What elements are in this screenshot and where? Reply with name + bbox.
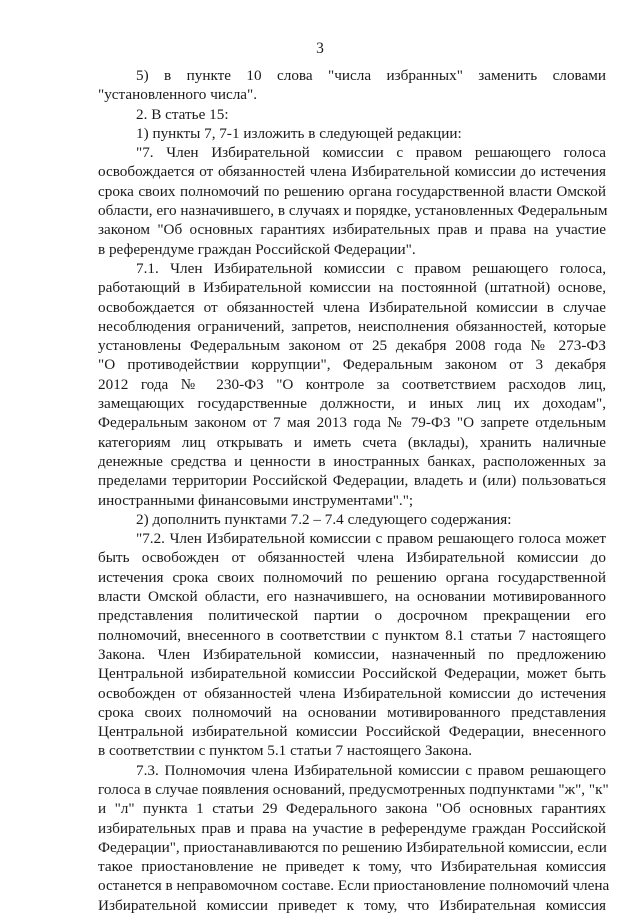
text-line: такое приостановление не приведет к тому, что Избирательная комиссия — [98, 858, 606, 876]
paragraph — [98, 529, 606, 761]
text-line: представления политической партии о досрочном прекращении его — [98, 607, 606, 625]
page-number: 3 — [316, 40, 324, 57]
text-line: категориям лиц открывать и иметь счета (вклады), хранить наличные — [98, 433, 606, 451]
paragraph — [98, 143, 606, 259]
paragraph — [98, 66, 606, 105]
paragraph — [98, 510, 606, 529]
text-line: "установленного числа". — [98, 86, 258, 104]
text-line: Центральной избирательной комиссии Российской Федерации, может быть — [98, 665, 606, 683]
text-line: 7.1. Член Избирательной комиссии с правом решающего голоса, — [136, 259, 606, 277]
paragraph — [98, 761, 610, 915]
text-line: в соответствии с пунктом 5.1 статьи 7 настоящего Закона. — [98, 742, 473, 760]
text-line: 5) в пункте 10 слова "числа избранных" заменить словами — [136, 67, 606, 84]
paragraph — [98, 259, 606, 510]
text-line: Федерации", приостанавливаются по решению Избирательной комиссии, если — [98, 838, 607, 856]
text-line: 2012 года № 230-ФЗ "О контроле за соответствием расходов лиц, — [98, 375, 606, 393]
document-body — [98, 66, 610, 915]
text-line: голоса в случае появления оснований, предусмотренных подпунктами "ж", "к" — [98, 780, 609, 798]
text-line: избирательных прав и права на участие в референдуме граждан Российской — [98, 819, 606, 837]
text-line: истечения срока своих полномочий по решению органа государственной — [98, 568, 606, 586]
text-line: области, его назначившего, в случаях и порядке, установленных Федеральным — [98, 202, 608, 220]
text-line: Избирательной комиссии приведет к тому, что Избирательная комиссия — [98, 896, 606, 914]
text-line: установлены Федеральным законом от 25 декабря 2008 года № 273-ФЗ — [98, 337, 606, 355]
text-line: "7.2. Член Избирательной комиссии с правом решающего голоса может — [136, 530, 606, 548]
text-line: срока своих полномочий на основании мотивированного представления — [98, 703, 606, 721]
text-line: денежные средства и ценности в иностранных банках, расположенных за — [98, 452, 606, 470]
text-line: Центральной избирательной комиссии Российской Федерации, внесенного — [98, 723, 606, 741]
paragraph — [98, 105, 606, 124]
text-line: "О противодействии коррупции", Федеральным законом от 3 декабря — [98, 356, 606, 374]
text-line: быть освобожден от обязанностей члена Избирательной комиссии до — [98, 549, 606, 567]
paragraph — [98, 124, 606, 143]
text-line: освобождается от обязанностей члена Избирательной комиссии в случае — [98, 298, 606, 316]
text-line: освобожден от обязанностей члена Избирательной комиссии до истечения — [98, 684, 606, 702]
text-line: власти Омской области, его назначившего, на основании мотивированного — [98, 588, 606, 606]
text-line: 2. В статье 15: — [136, 105, 229, 123]
text-line: 7.3. Полномочия члена Избирательной комиссии с правом решающего — [136, 761, 606, 779]
text-line: останется в неправомочном составе. Если приостановление полномочий члена — [98, 877, 610, 895]
text-line: Закона. Член Избирательной комиссии, назначенный по предложению — [98, 645, 606, 663]
text-line: замещающих государственные должности, и иных лиц их доходам", — [98, 395, 606, 413]
text-line: в референдуме граждан Российской Федерации". — [98, 240, 416, 258]
text-line: полномочий, внесенного в соответствии с пунктом 8.1 статьи 7 настоящего — [98, 626, 606, 644]
text-line: 2) дополнить пунктами 7.2 – 7.4 следующего содержания: — [136, 510, 512, 528]
text-line: и "л" пункта 1 статьи 29 Федерального закона "Об основных гарантиях — [98, 800, 606, 818]
text-line: срока своих полномочий по решению органа государственной власти Омской — [98, 182, 606, 200]
text-line: 1) пункты 7, 7-1 изложить в следующей редакции: — [136, 124, 462, 142]
text-line: Федеральным законом от 7 мая 2013 года № 79-ФЗ "О запрете отдельным — [98, 414, 606, 432]
text-line: иностранными финансовыми инструментами"."; — [98, 491, 414, 509]
text-line: работающий в Избирательной комиссии на постоянной (штатной) основе, — [98, 279, 606, 297]
text-line: пределами территории Российской Федерации, владеть и (или) пользоваться — [98, 472, 606, 490]
text-line: несоблюдения ограничений, запретов, неисполнения обязанностей, которые — [98, 317, 606, 335]
text-line: "7. Член Избирательной комиссии с правом решающего голоса — [136, 144, 606, 162]
text-line: освобождается от обязанностей члена Избирательной комиссии до истечения — [98, 163, 606, 181]
text-line: законом "Об основных гарантиях избирательных прав и права на участие — [98, 221, 606, 239]
